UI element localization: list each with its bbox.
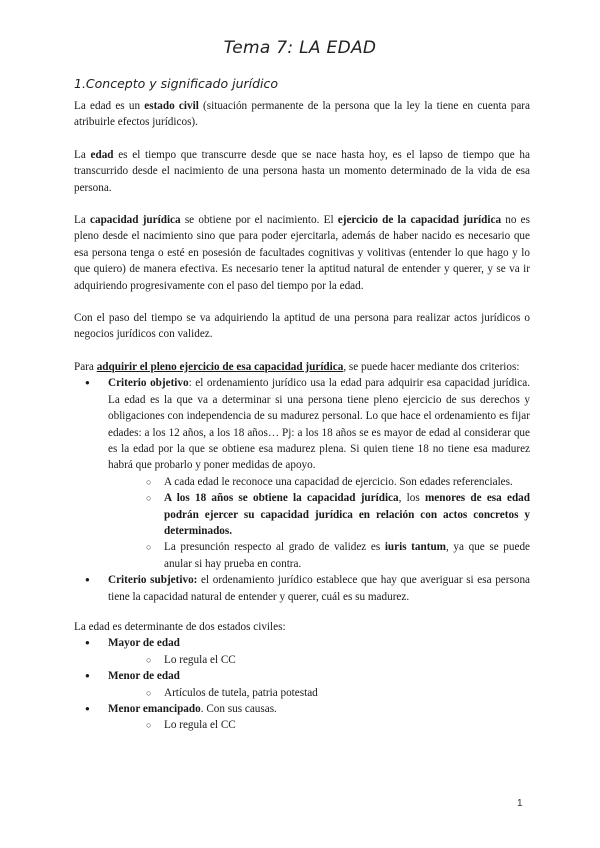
text: Para [74,360,97,373]
bold-term: Criterio objetivo [108,377,189,390]
list-item [74,668,530,701]
text: , se puede hacer mediante dos criterios: [343,360,520,373]
list-item [144,539,530,572]
text: La presunción respecto al grado de validez es [164,541,385,554]
text: no es pleno desde el nacimiento sino que para poder ejercitarla, además de haber nacido es necesario que esa persona tenga o esté en posesión de facultades cognitivas y volitivas (entender lo que hago y lo que quiero) de manera efectiva. Es necesario tener la aptitud natural de entender y querer, y se va ir adquiriendo progresivamente con el paso del tiempo por la edad. [74,214,530,292]
text: (situación permanente de la persona que la ley la tiene en cuenta para atribuirle efectos jurídicos). [74,100,530,129]
bold-term: edad [90,148,114,161]
paragraph-3 [74,212,530,294]
spacer [74,605,530,619]
list-item [74,635,530,668]
list-item [74,572,530,605]
text: es el tiempo que transcurre desde que se nace hasta hoy, es el lapso de tiempo que ha transcurrido desde el nacimiento de una persona hasta un momento determinado de la vida de esa persona. [74,148,530,194]
text: La [74,214,91,227]
list-item [74,375,530,572]
bold-term: menores de esa edad podrán ejercer su capacidad jurídica en relación con actos concretos y determinados. [164,492,530,537]
list-item: ○ Artículos de tutela, patria potestad [144,685,530,701]
text: : el ordenamiento jurídico usa la edad para adquirir esa capacidad jurídica. La edad es la que va a determinar si una persona tiene pleno ejercicio de sus derechos y obligaciones con independencia de su madurez personal. Lo que hace el ordenamiento es fijar edades: a los 12 años, a los 18 años… Pj: a los 18 años se es mayor de edad al considerar que es la edad por la que se obtiene esa madurez plena. Si quien tiene 18 no tiene esa madurez habrá que probarlo y poner medidas de apoyo. [108,377,530,472]
paragraph-2 [74,147,530,196]
bold-term: capacidad jurídica [90,214,181,227]
list-item: ○ Lo regula el CC [144,652,530,668]
bold-term: Menor de edad [108,670,180,683]
text: se obtiene por el nacimiento. El [180,214,338,227]
page-number: 1 [517,798,523,809]
section-heading: 1.Concepto y significado jurídico [74,76,279,91]
sub-list [108,652,530,668]
underlined-term: adquirir el pleno ejercicio de esa capacidad jurídica [96,360,344,373]
bold-term: estado civil [144,100,199,112]
document-body [74,98,530,734]
list-item [74,701,530,734]
sub-list [108,474,530,572]
text: , ya que se puede anular si hay prueba en contra. [164,541,530,570]
list-item: ○ Lo regula el CC [144,717,530,733]
list-item: ○ A cada edad le reconoce una capacidad de ejercicio. Son edades referenciales. [144,474,530,490]
list-item [144,490,530,539]
text: el ordenamiento jurídico establece que hay que averiguar si esa persona tiene la capacidad natural de entender y querer, cuál es su madurez. [108,574,531,603]
bold-term: Criterio subjetivo: [108,574,198,587]
estados-list [74,635,530,733]
criteria-list [74,375,530,605]
sub-list [108,685,530,701]
bold-term: Menor emancipado [108,703,201,715]
text: . Con sus causas. [200,703,277,715]
bold-term: Mayor de edad [108,637,180,650]
text: La edad es un [74,100,145,112]
page-title: Tema 7: LA EDAD [223,38,377,58]
paragraph-5 [74,359,530,375]
bold-term: ejercicio de la capacidad jurídica [337,214,502,227]
bold-term: A los 18 años se obtiene la capacidad jurídica [164,492,399,505]
sub-list [108,717,530,733]
text: , los [398,492,425,505]
paragraph-1 [74,98,530,131]
text: La [74,148,91,161]
bold-term: iuris tantum [384,541,446,554]
paragraph-4: Con el paso del tiempo se va adquiriendo la aptitud de una persona para realizar actos jurídicos o negocios jurídicos con validez. [74,312,530,341]
paragraph-6: La edad es determinante de dos estados civiles: [74,620,286,633]
